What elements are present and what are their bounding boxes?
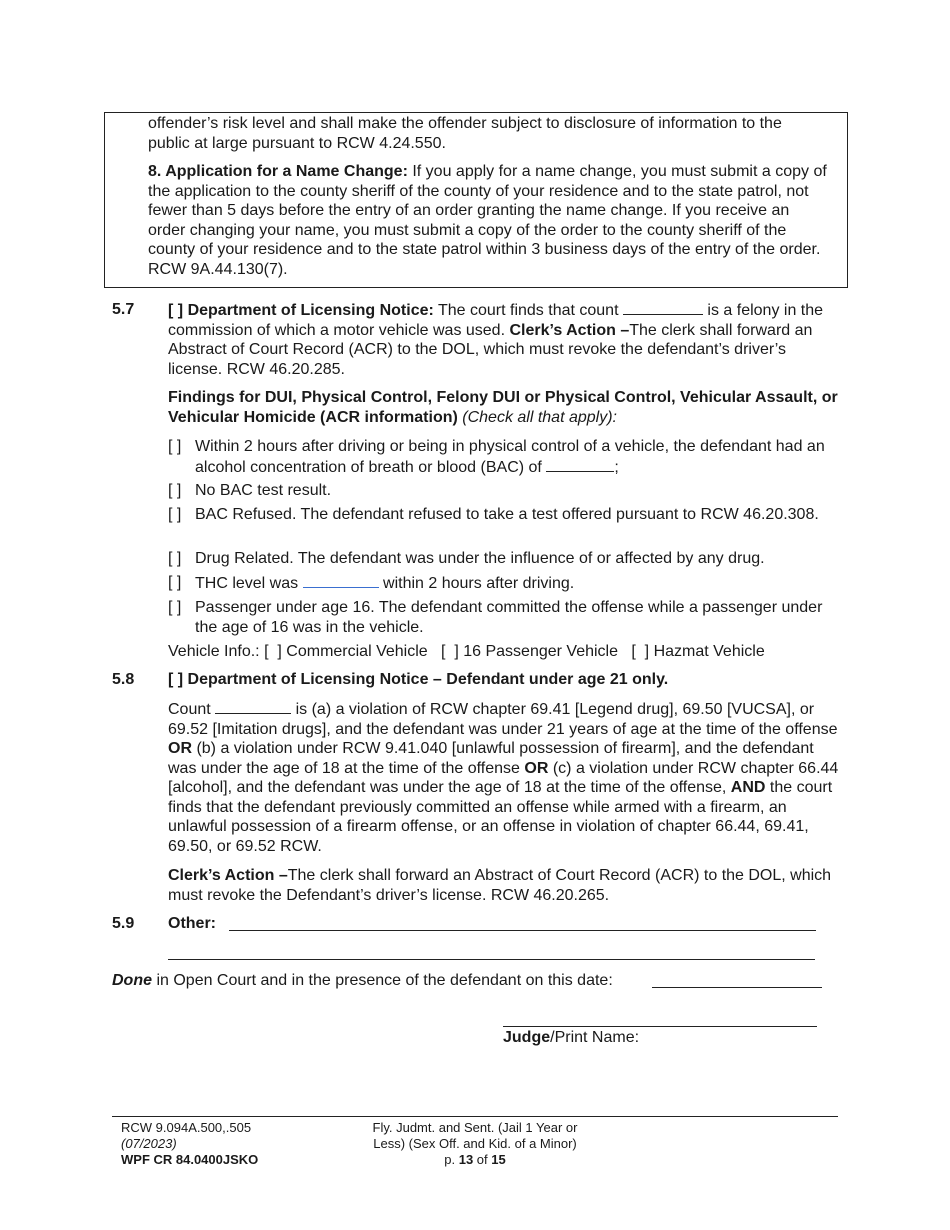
footer-rule <box>112 1116 838 1117</box>
s58-p1: is (a) a violation of RCW chapter 69.41 [Legend drug], 69.50 [VUCSA], or 69.52 [Imitation drugs], and the defendant was under 21 years of age at the time of the offense <box>168 701 838 738</box>
judge-bold: Judge <box>503 1029 551 1046</box>
footer-form-id: WPF CR 84.0400JSKO <box>121 1152 259 1167</box>
s58-clerk-action <box>168 866 844 905</box>
other-label: Other: <box>168 915 216 932</box>
clerk-action-label: Clerk’s Action – <box>509 321 630 339</box>
section-5-9-number: 5.9 <box>112 915 135 932</box>
findings-paragraph <box>168 388 844 427</box>
bac-text-a: Within 2 hours after driving or being in physical control of a vehicle, the defendant had an alcohol concentration of breath or blood (BAC) of <box>195 438 825 476</box>
thc-text-a: THC level was <box>195 575 303 592</box>
notice-box <box>104 112 848 288</box>
bac-blank[interactable] <box>546 457 614 472</box>
box-paragraph-1: offender’s risk level and shall make the offender subject to disclosure of information to the public at large pursuant to RCW 4.24.550. <box>148 115 782 152</box>
bac-refused-text: BAC Refused. The defendant refused to take a test offered pursuant to RCW 46.20.308. <box>195 506 819 523</box>
footer-date: (07/2023) <box>121 1136 177 1151</box>
findings-note: (Check all that apply): <box>457 408 617 426</box>
section-5-7-number: 5.7 <box>112 301 135 318</box>
section-5-8-number: 5.8 <box>112 671 135 688</box>
s58-clerk-text: The clerk shall forward an Abstract of Court Record (ACR) to the DOL, which must revoke the Defendant’s driver’s license. RCW 46.20.265. <box>168 867 832 904</box>
felony-text: is a felony in the commission of which a motor vehicle was used. <box>168 302 824 339</box>
judge-signature-line[interactable] <box>503 1026 817 1027</box>
thc-blank[interactable] <box>303 573 379 588</box>
other-line-1[interactable] <box>229 930 816 931</box>
count-label: Count <box>168 701 216 718</box>
or-1: OR <box>168 740 192 757</box>
footer-middle <box>330 1120 620 1168</box>
vehicle-info: Vehicle Info.: [ ] Commercial Vehicle [ ] 16 Passenger Vehicle [ ] Hazmat Vehicle <box>168 643 765 660</box>
s58-p4: the court finds that the defendant previously committed an offense while armed with a firearm, an unlawful possession of a firearm offense, or an offense in violation of chapter 66.44, 69.41, 69.50, or 69.52 RCW. <box>168 779 833 855</box>
section-5-7-text <box>168 300 844 379</box>
count-text: The court finds that count <box>433 302 623 319</box>
date-line[interactable] <box>652 987 822 988</box>
bac-text-b: ; <box>614 458 619 476</box>
s58-p2: (b) a violation under RCW 9.41.040 [unlawful possession of firearm], and the defendant was under the age of 18 at the time of the offense <box>168 740 814 777</box>
other-line-2[interactable] <box>168 959 815 960</box>
print-name-label: /Print Name: <box>550 1029 640 1046</box>
or-2: OR <box>524 759 549 777</box>
name-change-text: If you apply for a name change, you must submit a copy of the application to the county sheriff of the county of your residence and to the state patrol, not fewer than 5 days before the entry of an order granting the name change. If you receive an order changing your name, you must submit a copy of the order to the county sheriff of the county of your residence and to the state patrol within 3 business days of the entry of the order. RCW 9A.44.130(7). <box>148 163 827 278</box>
count-58-blank[interactable] <box>215 699 291 714</box>
page-total: 15 <box>491 1152 506 1167</box>
checkbox-drug[interactable]: [ ] <box>168 550 182 567</box>
section-5-8-heading: [ ] Department of Licensing Notice – Defendant under age 21 only. <box>168 671 669 688</box>
footer-title-2: Less) (Sex Off. and Kid. of a Minor) <box>373 1136 577 1151</box>
footer-rcw: RCW 9.094A.500,.505 <box>121 1120 252 1135</box>
done-statement <box>112 971 613 991</box>
checkbox-bac[interactable]: [ ] <box>168 438 182 455</box>
s58-clerk-label: Clerk’s Action – <box>168 867 288 884</box>
thc-text <box>195 573 825 594</box>
footer-left <box>121 1120 258 1168</box>
no-bac-text: No BAC test result. <box>195 482 332 499</box>
s58-p3: (c) a violation under RCW chapter 66.44 [alcohol], and the defendant was under the age of 18 at the time of the offense, <box>168 759 839 796</box>
judge-label <box>503 1028 639 1048</box>
section-5-7-checkbox[interactable]: [ ] <box>168 302 184 319</box>
count-blank[interactable] <box>623 300 703 315</box>
checkbox-bac-refused[interactable]: [ ] <box>168 506 182 523</box>
findings-heading: Findings for DUI, Physical Control, Felony DUI or Physical Control, Vehicular Assault, or Vehicular Homicide (ACR information) <box>168 389 838 426</box>
page-of: of <box>473 1152 492 1167</box>
name-change-heading: 8. Application for a Name Change: <box>148 163 408 180</box>
section-5-8-body <box>168 699 844 856</box>
checkbox-no-bac[interactable]: [ ] <box>168 482 182 499</box>
drug-text: Drug Related. The defendant was under the influence of or affected by any drug. <box>195 550 765 567</box>
checkbox-passenger[interactable]: [ ] <box>168 599 182 616</box>
bac-text <box>195 437 825 477</box>
done-word: Done <box>112 972 152 989</box>
footer-title-1: Fly. Judmt. and Sent. (Jail 1 Year or <box>372 1120 578 1135</box>
dol-notice-heading: Department of Licensing Notice: <box>187 302 434 319</box>
thc-text-b: within 2 hours after driving. <box>378 575 575 592</box>
passenger-text: Passenger under age 16. The defendant committed the offense while a passenger under the age of 16 was in the vehicle. <box>195 599 823 636</box>
page-prefix: p. <box>444 1152 459 1167</box>
and-word: AND <box>730 779 766 796</box>
footer-page <box>330 1152 620 1168</box>
clerk-action-text: The clerk shall forward an Abstract of Court Record (ACR) to the DOL, which must revoke the defendant’s driver’s license. RCW 46.20.285. <box>168 321 813 378</box>
checkbox-thc[interactable]: [ ] <box>168 574 182 591</box>
box-paragraph-name-change <box>148 162 828 279</box>
done-text: in Open Court and in the presence of the defendant on this date: <box>152 972 613 989</box>
page-number: 13 <box>458 1152 474 1167</box>
